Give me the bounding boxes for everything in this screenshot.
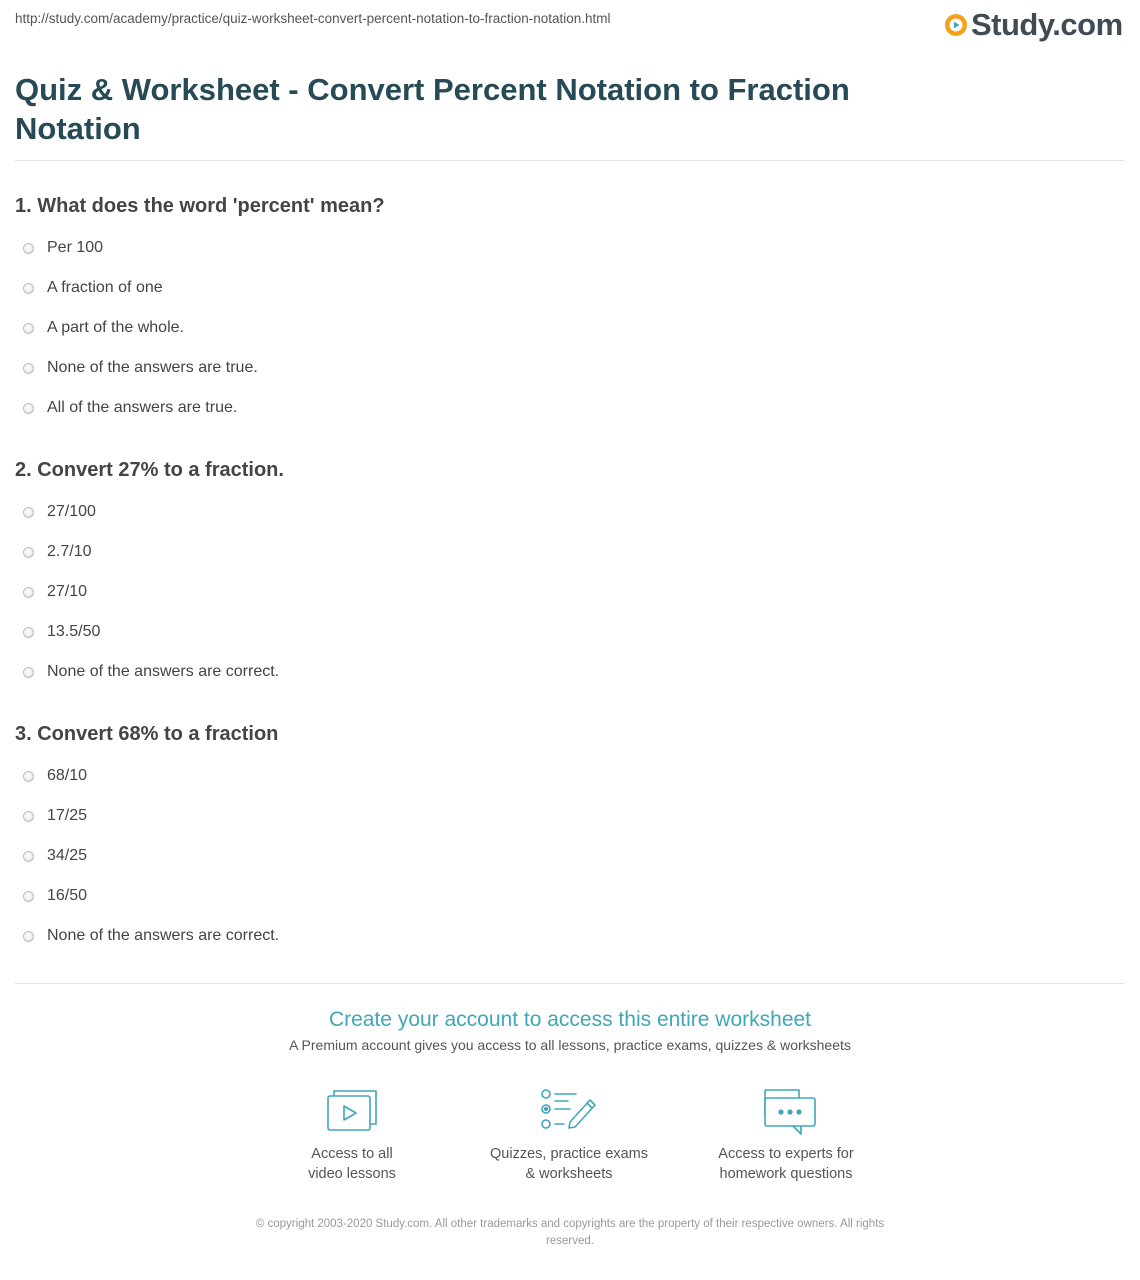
copyright-notice xyxy=(215,1216,925,1250)
cta-divider xyxy=(15,983,1125,984)
question-3 xyxy=(15,721,1115,956)
radio-button[interactable] xyxy=(23,771,34,782)
question-text: 3. Convert 68% to a fraction xyxy=(15,723,279,745)
choice-label: 34/25 xyxy=(47,847,88,864)
radio-button[interactable] xyxy=(23,587,34,598)
chat-bubbles-icon xyxy=(753,1088,819,1138)
signup-cta xyxy=(0,1006,1140,1053)
question-1 xyxy=(15,193,1115,428)
answer-choice[interactable] xyxy=(23,532,1115,572)
cta-subtitle: A Premium account gives you access to all lessons, practice exams, quizzes & worksheets xyxy=(289,1037,851,1053)
radio-button[interactable] xyxy=(23,547,34,558)
choice-label: 17/25 xyxy=(47,807,88,824)
answer-choice[interactable] xyxy=(23,492,1115,532)
choice-label: 2.7/10 xyxy=(47,543,92,560)
logo-text: Study.com xyxy=(971,7,1123,42)
choice-label: 16/50 xyxy=(47,887,88,904)
answer-choice[interactable] xyxy=(23,796,1115,836)
feature-quizzes xyxy=(469,1088,669,1184)
choice-label: All of the answers are true. xyxy=(47,399,238,416)
copyright-line-1: © copyright 2003-2020 Study.com. All other trademarks and copyrights are the property of their respective owners. All rights xyxy=(255,1218,885,1230)
answer-choice[interactable] xyxy=(23,876,1115,916)
create-account-link[interactable]: Create your account to access this entire worksheet xyxy=(328,1008,812,1031)
choice-label: 68/10 xyxy=(47,767,88,784)
quiz-checklist-icon xyxy=(540,1088,598,1132)
radio-button[interactable] xyxy=(23,243,34,254)
radio-button[interactable] xyxy=(23,283,34,294)
study-logo[interactable] xyxy=(944,7,1123,43)
feature-line-2: homework questions xyxy=(719,1166,853,1182)
play-circle-icon xyxy=(944,13,968,37)
answer-choice[interactable] xyxy=(23,572,1115,612)
radio-button[interactable] xyxy=(23,891,34,902)
answer-choice[interactable] xyxy=(23,388,1115,428)
answer-choice[interactable] xyxy=(23,612,1115,652)
answer-choice[interactable] xyxy=(23,836,1115,876)
choice-label: 27/10 xyxy=(47,583,88,600)
question-text: 2. Convert 27% to a fraction. xyxy=(15,459,284,481)
feature-video-lessons xyxy=(252,1088,452,1184)
radio-button[interactable] xyxy=(23,851,34,862)
feature-experts xyxy=(686,1088,886,1184)
title-divider xyxy=(15,160,1125,161)
answer-choice[interactable] xyxy=(23,652,1115,692)
answer-choice[interactable] xyxy=(23,228,1115,268)
radio-button[interactable] xyxy=(23,507,34,518)
question-text: 1. What does the word 'percent' mean? xyxy=(15,195,385,217)
feature-line-1: Access to experts for xyxy=(718,1146,854,1162)
answer-choice[interactable] xyxy=(23,268,1115,308)
answer-choice[interactable] xyxy=(23,916,1115,956)
answer-choice[interactable] xyxy=(23,308,1115,348)
choice-label: A part of the whole. xyxy=(47,319,184,336)
page-url: http://study.com/academy/practice/quiz-worksheet-convert-percent-notation-to-fraction-notation.html xyxy=(15,11,611,26)
radio-button[interactable] xyxy=(23,403,34,414)
choice-label: None of the answers are correct. xyxy=(47,663,280,680)
radio-button[interactable] xyxy=(23,931,34,942)
radio-button[interactable] xyxy=(23,811,34,822)
choice-label: None of the answers are correct. xyxy=(47,927,280,944)
radio-button[interactable] xyxy=(23,323,34,334)
radio-button[interactable] xyxy=(23,667,34,678)
choice-label: A fraction of one xyxy=(47,279,163,296)
feature-line-2: & worksheets xyxy=(525,1166,613,1182)
feature-line-1: Quizzes, practice exams xyxy=(490,1146,648,1162)
radio-button[interactable] xyxy=(23,627,34,638)
copyright-line-2: reserved. xyxy=(546,1235,594,1247)
question-2 xyxy=(15,457,1115,692)
choice-label: Per 100 xyxy=(47,239,104,256)
choice-label: 13.5/50 xyxy=(47,623,101,640)
radio-button[interactable] xyxy=(23,363,34,374)
video-lessons-icon xyxy=(326,1088,378,1132)
answer-choice[interactable] xyxy=(23,348,1115,388)
feature-line-1: Access to all xyxy=(311,1146,393,1162)
feature-line-2: video lessons xyxy=(308,1166,396,1182)
choice-label: None of the answers are true. xyxy=(47,359,258,376)
answer-choice[interactable] xyxy=(23,756,1115,796)
choice-label: 27/100 xyxy=(47,503,96,520)
page-title: Quiz & Worksheet - Convert Percent Notation to Fraction Notation xyxy=(15,72,850,146)
